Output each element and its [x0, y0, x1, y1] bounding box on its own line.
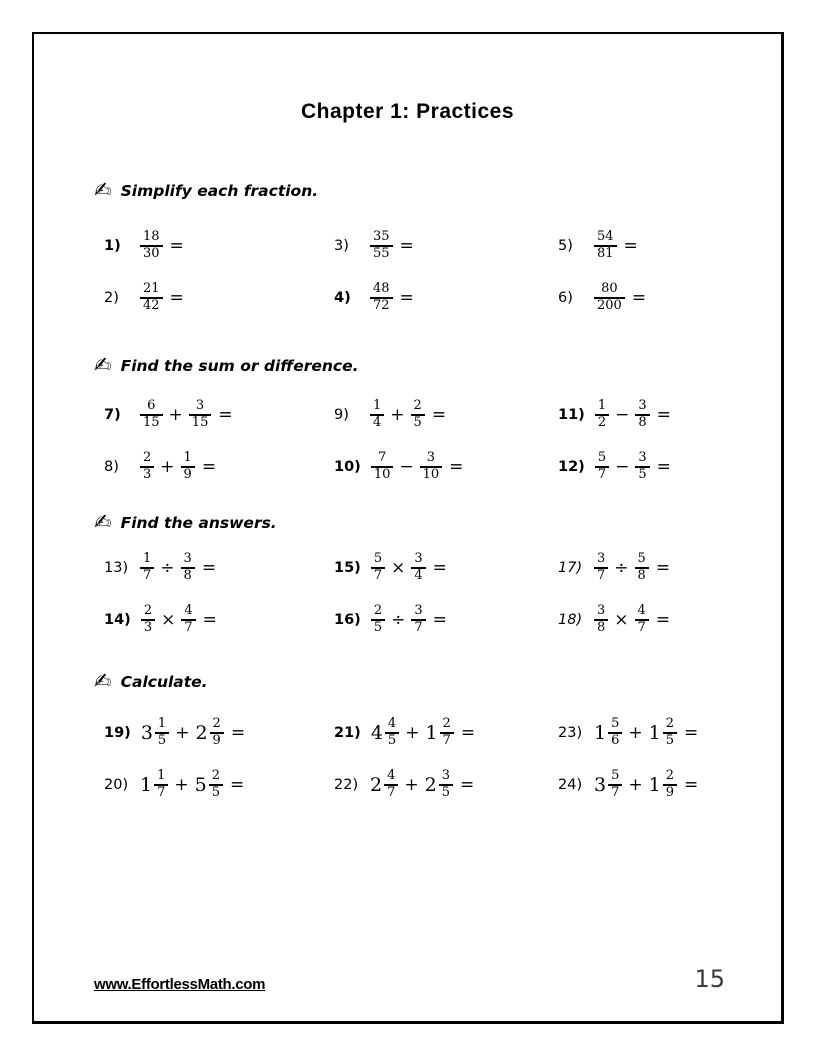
problem-expression	[371, 604, 447, 636]
numerator: 54	[597, 229, 614, 245]
problem-item	[104, 764, 334, 806]
problem-number: 16)	[334, 612, 361, 628]
equals-sign: =	[432, 610, 447, 630]
equals-sign: =	[460, 775, 475, 795]
numerator: 5	[373, 551, 383, 567]
denominator: 7	[440, 732, 454, 749]
denominator: 5	[663, 732, 677, 749]
whole-number: 1	[648, 722, 661, 744]
operator: ×	[391, 558, 406, 578]
numerator: 1	[157, 768, 166, 784]
operator: +	[628, 775, 643, 795]
problems-grid	[104, 547, 741, 641]
equals-sign: =	[656, 457, 671, 477]
page-frame	[32, 32, 784, 1024]
operator: +	[628, 723, 643, 743]
denominator: 5	[439, 784, 453, 801]
fraction	[420, 451, 443, 483]
problem-number: 22)	[334, 777, 359, 793]
problem-number: 1)	[104, 238, 121, 254]
operator: +	[175, 723, 190, 743]
problem-number: 6)	[558, 290, 573, 306]
problem-expression	[370, 230, 414, 262]
numerator: 21	[143, 281, 160, 297]
problem-expression	[141, 717, 245, 749]
fraction	[371, 451, 394, 483]
problem-expression	[594, 282, 646, 314]
numerator: 4	[184, 603, 193, 619]
problem-number: 18)	[558, 612, 583, 628]
denominator: 9	[663, 784, 677, 801]
numerator: 3	[638, 398, 647, 414]
writing-hand-icon: ✍	[94, 353, 112, 377]
denominator: 81	[594, 245, 617, 262]
equals-sign: =	[202, 610, 217, 630]
denominator: 5	[209, 784, 223, 801]
problem-item	[104, 712, 334, 754]
problem-expression	[595, 451, 671, 483]
denominator: 7	[635, 619, 649, 636]
problem-item	[104, 225, 334, 267]
problem-number: 20)	[104, 777, 129, 793]
fraction	[635, 552, 649, 584]
equals-sign: =	[655, 558, 671, 578]
denominator: 5	[411, 414, 425, 431]
fraction	[594, 230, 617, 262]
problem-expression	[370, 769, 474, 801]
fraction	[594, 552, 608, 584]
fraction	[371, 552, 385, 584]
section-instruction: Find the sum or difference.	[120, 356, 359, 375]
operator: ÷	[391, 610, 406, 630]
denominator: 7	[181, 619, 195, 636]
operator: +	[390, 405, 405, 425]
problem-number: 23)	[558, 725, 583, 741]
fraction	[595, 451, 609, 483]
denominator: 7	[608, 784, 622, 801]
fraction	[371, 604, 385, 636]
denominator: 5	[635, 466, 649, 483]
numerator: 1	[157, 716, 167, 732]
numerator: 2	[665, 716, 674, 732]
problem-number: 4)	[334, 290, 351, 306]
problem-item	[334, 712, 558, 754]
denominator: 2	[595, 414, 609, 431]
whole-number: 1	[648, 774, 661, 796]
denominator: 9	[181, 466, 195, 483]
operator: +	[174, 775, 189, 795]
fraction	[595, 399, 609, 431]
numerator: 35	[373, 229, 390, 245]
denominator: 72	[370, 297, 393, 314]
problem-expression	[595, 399, 671, 431]
whole-number: 3	[140, 722, 153, 744]
denominator: 5	[371, 619, 385, 636]
numerator: 2	[212, 716, 221, 732]
problem-item	[104, 599, 334, 641]
website-link[interactable]: www.EffortlessMath.com	[94, 976, 266, 993]
denominator: 8	[594, 619, 608, 636]
problem-item	[334, 599, 558, 641]
problem-number: 17)	[558, 560, 583, 576]
numerator: 1	[143, 551, 152, 567]
problem-item	[334, 764, 558, 806]
numerator: 3	[597, 551, 606, 567]
numerator: 2	[143, 603, 153, 619]
section-simplify	[34, 180, 781, 319]
problem-item	[334, 225, 558, 267]
fraction	[140, 282, 163, 314]
denominator: 7	[140, 567, 154, 584]
problem-item	[104, 446, 334, 488]
problem-item	[558, 394, 741, 436]
problem-number: 13)	[104, 560, 129, 576]
whole-number: 1	[425, 722, 438, 744]
problem-expression	[594, 604, 670, 636]
fraction	[140, 230, 163, 262]
problem-expression	[370, 282, 414, 314]
problems-grid	[104, 225, 741, 319]
page-title: Chapter 1: Practices	[300, 100, 515, 123]
page-number: 15	[694, 965, 725, 993]
section-header	[94, 512, 741, 533]
fraction	[411, 604, 425, 636]
numerator: 3	[183, 551, 192, 567]
section-instruction: Simplify each fraction.	[120, 181, 319, 200]
problem-number: 21)	[334, 725, 361, 741]
numerator: 2	[413, 398, 422, 414]
problem-number: 11)	[558, 407, 585, 423]
problem-item	[334, 446, 558, 488]
problem-number: 12)	[558, 459, 585, 475]
numerator: 18	[143, 229, 160, 245]
section-header	[94, 671, 741, 692]
problem-expression	[594, 552, 670, 584]
whole-number: 2	[370, 774, 383, 796]
fraction	[210, 717, 224, 749]
numerator: 3	[638, 450, 647, 466]
problem-expression	[371, 717, 475, 749]
page-footer	[94, 965, 725, 993]
fraction	[181, 604, 195, 636]
problem-number: 2)	[104, 290, 119, 306]
problem-expression	[140, 282, 184, 314]
numerator: 3	[414, 551, 423, 567]
fraction	[384, 769, 398, 801]
whole-number: 1	[140, 774, 153, 796]
equals-sign: =	[432, 558, 447, 578]
writing-hand-icon: ✍	[94, 510, 112, 534]
section-instruction: Find the answers.	[120, 513, 277, 532]
fraction	[594, 604, 608, 636]
fraction	[209, 769, 223, 801]
problem-number: 7)	[104, 407, 121, 423]
equals-sign: =	[201, 457, 217, 477]
numerator: 1	[597, 398, 607, 414]
fraction	[385, 717, 399, 749]
operator: +	[168, 405, 183, 425]
writing-hand-icon: ✍	[94, 178, 112, 202]
problem-number: 24)	[558, 777, 583, 793]
equals-sign: =	[169, 236, 184, 256]
fraction	[189, 399, 212, 431]
fraction	[594, 282, 625, 314]
numerator: 5	[611, 716, 620, 732]
problem-expression	[140, 399, 233, 431]
numerator: 2	[143, 450, 152, 466]
fraction	[635, 399, 649, 431]
whole-number: 5	[194, 774, 207, 796]
equals-sign: =	[684, 723, 699, 743]
equals-sign: =	[623, 236, 638, 256]
denominator: 7	[154, 784, 168, 801]
numerator: 2	[373, 603, 383, 619]
problem-number: 19)	[104, 725, 131, 741]
operator: +	[160, 457, 175, 477]
problem-expression	[371, 552, 447, 584]
operator: ×	[614, 610, 629, 630]
problem-number: 14)	[104, 612, 131, 628]
problems-grid	[104, 712, 741, 806]
numerator: 3	[426, 450, 436, 466]
numerator: 5	[637, 551, 646, 567]
denominator: 15	[189, 414, 212, 431]
equals-sign: =	[449, 457, 464, 477]
denominator: 6	[608, 732, 622, 749]
whole-number: 1	[594, 722, 607, 744]
fraction	[140, 451, 154, 483]
numerator: 80	[601, 281, 618, 297]
operator: +	[405, 723, 420, 743]
problem-expression	[141, 604, 217, 636]
problem-item	[558, 599, 741, 641]
fraction	[411, 399, 425, 431]
denominator: 55	[370, 245, 393, 262]
denominator: 4	[411, 567, 425, 584]
operator: ÷	[160, 558, 175, 578]
problem-item	[558, 225, 741, 267]
numerator: 3	[441, 768, 450, 784]
problem-expression	[370, 399, 446, 431]
equals-sign: =	[399, 236, 414, 256]
operator: −	[615, 457, 630, 477]
problem-item	[558, 547, 741, 589]
numerator: 3	[597, 603, 606, 619]
fraction	[370, 282, 393, 314]
whole-number: 2	[424, 774, 437, 796]
numerator: 3	[414, 603, 423, 619]
denominator: 200	[594, 297, 625, 314]
problem-number: 5)	[558, 238, 573, 254]
denominator: 5	[155, 732, 169, 749]
problem-number: 15)	[334, 560, 361, 576]
problem-item	[558, 277, 741, 319]
denominator: 7	[594, 567, 608, 584]
fraction	[154, 769, 168, 801]
problem-number: 9)	[334, 407, 349, 423]
numerator: 4	[637, 603, 646, 619]
numerator: 3	[195, 398, 205, 414]
denominator: 8	[635, 567, 649, 584]
fraction	[141, 604, 155, 636]
section-answers	[34, 512, 781, 641]
problem-item	[558, 764, 741, 806]
fraction	[411, 552, 425, 584]
fraction	[608, 717, 622, 749]
denominator: 4	[370, 414, 384, 431]
fraction	[370, 230, 393, 262]
numerator: 6	[147, 398, 156, 414]
equals-sign: =	[399, 288, 414, 308]
problem-item	[558, 712, 741, 754]
whole-number: 4	[370, 722, 383, 744]
denominator: 7	[384, 784, 398, 801]
section-instruction: Calculate.	[120, 672, 208, 691]
problem-item	[334, 394, 558, 436]
whole-number: 3	[594, 774, 607, 796]
numerator: 2	[665, 768, 674, 784]
numerator: 1	[373, 398, 382, 414]
operator: ÷	[614, 558, 629, 578]
problems-grid	[104, 394, 741, 488]
problem-number: 3)	[334, 238, 349, 254]
denominator: 9	[210, 732, 224, 749]
fraction	[439, 769, 453, 801]
problem-item	[334, 277, 558, 319]
numerator: 1	[183, 450, 192, 466]
denominator: 10	[420, 466, 443, 483]
problem-expression	[140, 552, 216, 584]
denominator: 8	[635, 414, 649, 431]
problem-expression	[371, 451, 464, 483]
problem-item	[558, 446, 741, 488]
problem-expression	[594, 717, 698, 749]
problem-item	[104, 547, 334, 589]
equals-sign: =	[431, 405, 447, 425]
denominator: 3	[141, 619, 155, 636]
denominator: 42	[140, 297, 163, 314]
denominator: 5	[385, 732, 399, 749]
equals-sign: =	[684, 775, 699, 795]
problem-number: 8)	[104, 459, 119, 475]
problem-item	[334, 547, 558, 589]
section-calculate	[34, 671, 781, 806]
fraction	[440, 717, 454, 749]
equals-sign: =	[631, 288, 647, 308]
fraction	[155, 717, 169, 749]
numerator: 2	[442, 716, 451, 732]
problem-item	[104, 394, 334, 436]
denominator: 7	[371, 567, 385, 584]
writing-hand-icon: ✍	[94, 669, 112, 693]
numerator: 4	[387, 768, 396, 784]
fraction	[663, 769, 677, 801]
fraction	[608, 769, 622, 801]
operator: ×	[161, 610, 176, 630]
fraction	[181, 451, 195, 483]
numerator: 5	[597, 450, 607, 466]
problem-expression	[140, 769, 244, 801]
numerator: 48	[373, 281, 390, 297]
problem-expression	[140, 230, 184, 262]
section-sum-difference	[34, 355, 781, 488]
denominator: 7	[595, 466, 609, 483]
problem-expression	[140, 451, 216, 483]
operator: −	[615, 405, 630, 425]
denominator: 10	[371, 466, 394, 483]
equals-sign: =	[218, 405, 233, 425]
section-header	[94, 180, 741, 201]
numerator: 7	[377, 450, 387, 466]
numerator: 5	[611, 768, 620, 784]
fraction	[181, 552, 195, 584]
equals-sign: =	[230, 723, 246, 743]
problem-item	[104, 277, 334, 319]
fraction	[370, 399, 384, 431]
whole-number: 2	[195, 722, 208, 744]
equals-sign: =	[655, 610, 671, 630]
equals-sign: =	[230, 775, 245, 795]
denominator: 3	[140, 466, 154, 483]
section-header	[94, 355, 741, 376]
fraction	[140, 552, 154, 584]
equals-sign: =	[656, 405, 671, 425]
denominator: 30	[140, 245, 163, 262]
denominator: 15	[140, 414, 163, 431]
equals-sign: =	[201, 558, 217, 578]
numerator: 4	[387, 716, 397, 732]
operator: +	[404, 775, 419, 795]
denominator: 8	[181, 567, 195, 584]
fraction	[663, 717, 677, 749]
operator: −	[399, 457, 414, 477]
problem-expression	[594, 769, 698, 801]
equals-sign: =	[460, 723, 476, 743]
fraction	[635, 451, 649, 483]
fraction	[635, 604, 649, 636]
problem-number: 10)	[334, 459, 361, 475]
equals-sign: =	[169, 288, 184, 308]
fraction	[140, 399, 163, 431]
denominator: 7	[411, 619, 425, 636]
problem-expression	[594, 230, 638, 262]
numerator: 2	[211, 768, 220, 784]
